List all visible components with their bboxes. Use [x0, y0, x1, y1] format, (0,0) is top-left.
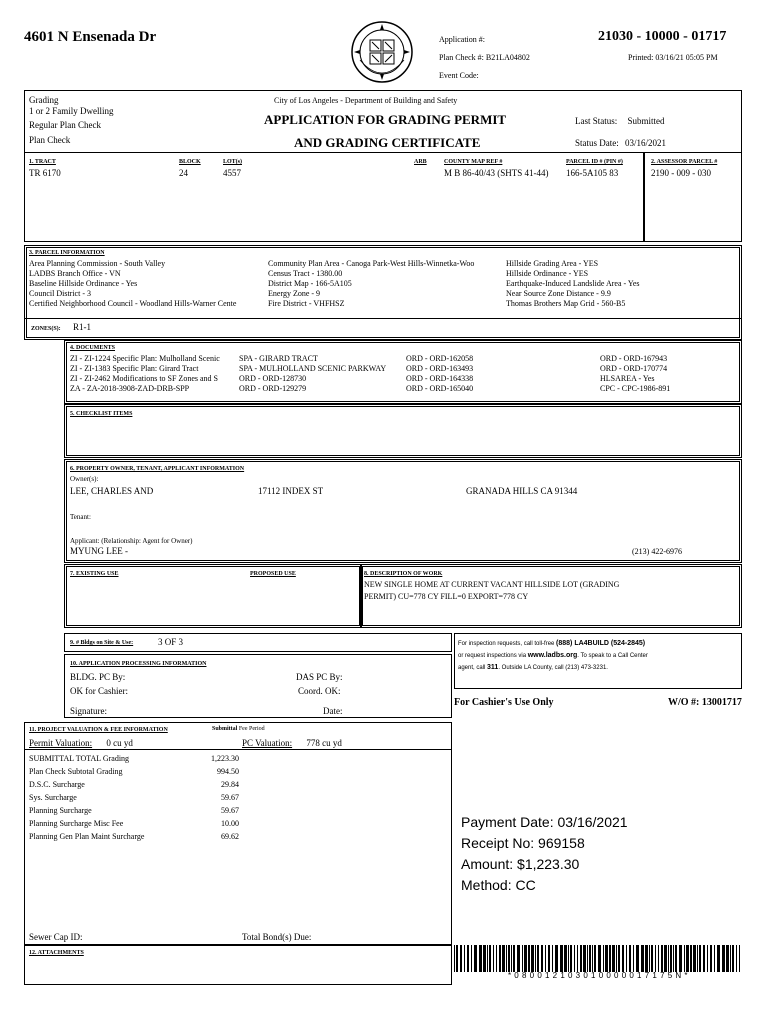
barcode-bar [726, 945, 729, 972]
permit-type-line: 1 or 2 Family Dwelling [29, 105, 114, 116]
coord-ok-label: Coord. OK: [298, 686, 341, 696]
checklist-label: 5. CHECKLIST ITEMS [70, 411, 133, 417]
inspection-text: . Outside LA County, call (213) 473-3231. [498, 665, 608, 671]
barcode-bar [684, 945, 685, 972]
barcode [454, 945, 742, 972]
fee-amount: 29.84 [221, 780, 239, 789]
payment-method: Method: CC [461, 877, 536, 893]
barcode-bar [524, 945, 527, 972]
table-row [29, 819, 239, 832]
barcode-bar [483, 945, 486, 972]
fee-name: Sys. Surcharge [29, 793, 77, 802]
block-value: 24 [179, 168, 188, 178]
document-item: ZI - ZI-1224 Specific Plan: Mulholland Scenic [70, 354, 220, 363]
barcode-bar [722, 945, 725, 972]
parcel-col1 [29, 259, 265, 309]
barcode-bar [616, 945, 617, 972]
last-status-value: Submitted [627, 116, 665, 126]
barcode-bar [651, 945, 653, 972]
parcel-item: Council District - 3 [29, 289, 91, 298]
barcode-bar [699, 945, 701, 972]
fees-label: 11. PROJECT VALUATION & FEE INFORMATION [29, 727, 168, 733]
owner-section-label: 6. PROPERTY OWNER, TENANT, APPLICANT INFORMATION [70, 466, 245, 472]
barcode-bar [479, 945, 482, 972]
barcode-bar [474, 945, 477, 972]
parcel-item: Energy Zone - 9 [268, 289, 321, 298]
barcode-bar [564, 945, 567, 972]
barcode-bar [673, 945, 674, 972]
barcode-bar [535, 945, 536, 972]
document-item: HLSAREA - Yes [600, 374, 655, 383]
document-item: ORD - ORD-162058 [406, 354, 474, 363]
document-item: ORD - ORD-170774 [600, 364, 668, 373]
fee-name: Plan Check Subtotal Grading [29, 767, 123, 776]
status-date-row [575, 138, 666, 149]
barcode-bar [568, 945, 569, 972]
document-item: ZI - ZI-1383 Specific Plan: Girard Tract [70, 364, 199, 373]
barcode-bar [690, 945, 692, 972]
document-item: SPA - MULHOLLAND SCENIC PARKWAY [239, 364, 387, 373]
parcel-item: Census Tract - 1380.00 [268, 269, 343, 278]
barcode-bar [703, 945, 705, 972]
barcode-bar [675, 945, 677, 972]
barcode-bar [598, 945, 601, 972]
pc-valuation-label: PC Valuation: [242, 738, 293, 748]
document-item: ZA - ZA-2018-3908-ZAD-DRB-SPP [70, 384, 190, 393]
barcode-bar [629, 945, 631, 972]
document-item: ORD - ORD-165040 [406, 384, 474, 393]
permit-type-line: Plan Check [29, 134, 71, 145]
receipt-number: Receipt No: 969158 [461, 835, 585, 851]
barcode-bar [736, 945, 737, 972]
permit-type-line: Grading [29, 95, 59, 105]
permit-type-lines [29, 95, 114, 145]
fee-name: SUBMITTAL TOTAL Grading [29, 754, 130, 763]
barcode-bar [506, 945, 507, 972]
barcode-bar [467, 945, 469, 972]
table-row [29, 780, 239, 793]
application-label: Application #: [439, 35, 485, 44]
date-label: Date: [323, 706, 343, 716]
barcode-bar [636, 945, 639, 972]
parcel-item: Thomas Brothers Map Grid - 560-B5 [506, 299, 626, 308]
bldgs-label: 9. # Bldgs on Site & Use: [70, 640, 134, 646]
barcode-bar [679, 945, 682, 972]
proposed-use-label: PROPOSED USE [250, 571, 296, 577]
arb-label: ARB [414, 159, 427, 165]
barcode-bar [670, 945, 672, 972]
applicant-label: Applicant: (Relationship: Agent for Owner) [70, 537, 193, 545]
checklist-section [64, 404, 742, 458]
barcode-bar [633, 945, 634, 972]
barcode-bar [645, 945, 648, 972]
table-row [29, 754, 239, 767]
barcode-bar [618, 945, 620, 972]
fee-name: D.S.C. Surcharge [29, 780, 85, 789]
fee-amount: 59.67 [221, 793, 239, 802]
barcode-bar [487, 945, 488, 972]
barcode-bar [513, 945, 515, 972]
county-map-label: COUNTY MAP REF # [444, 159, 503, 165]
das-pc-label: DAS PC By: [296, 672, 343, 682]
table-row [29, 767, 239, 780]
barcode-bar [658, 945, 659, 972]
barcode-bar [587, 945, 588, 972]
barcode-bar [693, 945, 696, 972]
document-item: SPA - GIRARD TRACT [239, 354, 318, 363]
pc-valuation [242, 738, 342, 749]
documents-label: 4. DOCUMENTS [70, 345, 116, 351]
barcode-bar [545, 945, 546, 972]
fee-name: Planning Gen Plan Maint Surcharge [29, 832, 145, 841]
tract-value: TR 6170 [29, 168, 61, 178]
inspection-website-link[interactable]: www.ladbs.org [527, 652, 578, 659]
barcode-bar [493, 945, 494, 972]
barcode-bar [707, 945, 708, 972]
cashier-label: For Cashier's Use Only [454, 697, 554, 708]
parcel-item: Community Plan Area - Canoga Park-West Hills-Winnetka-Woo [268, 259, 475, 268]
lot-label: LOT(s) [223, 159, 243, 165]
permit-type-line: Regular Plan Check [29, 120, 101, 130]
parcel-id-label: PARCEL ID # (PIN #) [566, 159, 623, 165]
barcode-bar [528, 945, 530, 972]
document-item: ORD - ORD-129279 [239, 384, 307, 393]
last-status-row [575, 116, 665, 127]
document-item: ZI - ZI-2462 Modifications to SF Zones and S [70, 374, 218, 383]
inspection-line [458, 638, 740, 650]
parcel-item: Area Planning Commission - South Valley [29, 259, 166, 268]
inspection-phone: (888) LA4BUILD (524-2845) [556, 640, 646, 647]
barcode-bar [714, 945, 715, 972]
barcode-bar [574, 945, 575, 972]
document-item: CPC - CPC-1986-891 [600, 384, 671, 393]
documents-col3 [406, 354, 596, 394]
barcode-bar [649, 945, 650, 972]
barcode-bar [686, 945, 689, 972]
divider [24, 318, 742, 319]
payment-amount: Amount: $1,223.30 [461, 856, 580, 872]
fee-period-rest: Fee Period [238, 726, 265, 732]
fee-name: Planning Surcharge Misc Fee [29, 819, 124, 828]
divider [643, 152, 645, 242]
ok-cashier-label: OK for Cashier: [70, 686, 128, 696]
parcel-item: LADBS Branch Office - VN [29, 269, 121, 278]
fee-period-bold: Submittal [212, 726, 238, 732]
parcel-item: Near Source Zone Distance - 9.9 [506, 289, 611, 298]
barcode-bar [730, 945, 731, 972]
fee-name: Planning Surcharge [29, 806, 92, 815]
barcode-bar [739, 945, 740, 972]
barcode-bar [496, 945, 497, 972]
existing-use-label: 7. EXISTING USE [70, 571, 119, 577]
owner-street: 17112 INDEX ST [258, 486, 324, 496]
table-row [29, 832, 239, 845]
total-bonds-label: Total Bond(s) Due: [242, 932, 312, 942]
plan-check-label: Plan Check #: [439, 53, 484, 62]
owner-city: GRANADA HILLS CA 91344 [466, 486, 578, 496]
lot-value: 4557 [223, 168, 241, 178]
barcode-bar [502, 945, 505, 972]
assessor-value: 2190 - 009 - 030 [651, 168, 711, 178]
fee-amount: 994.50 [217, 767, 239, 776]
table-row [29, 793, 239, 806]
barcode-bar [612, 945, 615, 972]
inspection-text: For inspection requests, call toll-free [458, 641, 557, 647]
barcode-bar [460, 945, 462, 972]
zones-value: R1-1 [73, 322, 91, 332]
owner-label: Owner(s): [70, 475, 99, 483]
description-text [364, 580, 738, 602]
parcel-item: Certified Neighborhood Council - Woodland Hills-Warner Cente [29, 299, 237, 308]
parcel-item: Hillside Grading Area - YES [506, 259, 599, 268]
divider [24, 152, 742, 153]
barcode-bar [511, 945, 512, 972]
barcode-bar [541, 945, 543, 972]
documents-col1 [70, 354, 238, 394]
signature-label: Signature: [70, 706, 107, 716]
permit-valuation-label: Permit Valuation: [29, 738, 93, 748]
barcode-bar [577, 945, 578, 972]
parcel-id-value: 166-5A105 83 [566, 168, 619, 178]
sewer-cap-label: Sewer Cap ID: [29, 932, 83, 942]
block-label: BLOCK [179, 159, 201, 165]
barcode-bar [717, 945, 720, 972]
parcel-info-label: 3. PARCEL INFORMATION [29, 250, 105, 256]
document-item: ORD - ORD-128730 [239, 374, 307, 383]
barcode-bar [454, 945, 455, 972]
status-date-label: Status Date: [575, 138, 619, 148]
bldgs-value: 3 OF 3 [158, 637, 184, 647]
applicant-phone: (213) 422-6976 [632, 547, 682, 556]
document-item: ORD - ORD-164338 [406, 374, 474, 383]
site-address: 4601 N Ensenada Dr [24, 29, 157, 45]
payment-date: Payment Date: 03/16/2021 [461, 814, 628, 830]
tract-label: 1. TRACT [29, 159, 56, 165]
inspection-text: agent, call [458, 665, 488, 671]
form-title-line2: AND GRADING CERTIFICATE [294, 135, 481, 150]
description-label: 8. DESCRIPTION OF WORK [364, 571, 443, 577]
permit-valuation-value: 0 cu yd [106, 738, 133, 748]
plan-check-row [439, 53, 530, 63]
printed-timestamp: Printed: 03/16/21 05:05 PM [628, 53, 718, 62]
inspection-311: 311 [487, 664, 499, 671]
status-date-value: 03/16/2021 [625, 138, 667, 148]
documents-col4 [600, 354, 738, 394]
processing-label: 10. APPLICATION PROCESSING INFORMATION [70, 661, 207, 667]
barcode-bar [603, 945, 604, 972]
barcode-bar [517, 945, 520, 972]
fee-amount: 10.00 [221, 819, 239, 828]
parcel-col2 [268, 259, 504, 309]
table-row [29, 806, 239, 819]
barcode-bar [552, 945, 553, 972]
barcode-bar [609, 945, 611, 972]
parcel-col3 [506, 259, 738, 309]
fee-amount: 59.67 [221, 806, 239, 815]
barcode-bar [668, 945, 669, 972]
plan-check-number: B21LA04802 [485, 53, 530, 62]
barcode-bar [622, 945, 624, 972]
barcode-bar [570, 945, 572, 972]
fee-period [212, 726, 265, 732]
description-line: NEW SINGLE HOME AT CURRENT VACANT HILLSIDE LOT (GRADING [364, 580, 620, 589]
permit-valuation [29, 738, 133, 749]
parcel-item: Baseline Hillside Ordinance - Yes [29, 279, 138, 288]
barcode-bar [605, 945, 608, 972]
city-seal-icon [350, 20, 414, 84]
owner-name: LEE, CHARLES AND [70, 486, 154, 496]
document-item: ORD - ORD-167943 [600, 354, 668, 363]
barcode-bar [583, 945, 586, 972]
form-title-line1: APPLICATION FOR GRADING PERMIT [264, 112, 507, 127]
inspection-text: . To speak to a Call Center [577, 653, 648, 659]
attachments-section [24, 945, 452, 985]
barcode-bar [531, 945, 534, 972]
barcode-bar [522, 945, 523, 972]
barcode-bar [592, 945, 593, 972]
tenant-label: Tenant: [70, 513, 91, 521]
barcode-bar [626, 945, 627, 972]
barcode-bar [456, 945, 458, 972]
applicant-name: MYUNG LEE - [70, 546, 128, 556]
parcel-item: Earthquake-Induced Landslide Area - Yes [506, 279, 640, 288]
county-map-value: M B 86-40/43 (SHTS 41-44) [444, 168, 549, 178]
parcel-item: Fire District - VHFHSZ [268, 299, 345, 308]
barcode-bar [641, 945, 644, 972]
barcode-bar [664, 945, 667, 972]
barcode-bar [655, 945, 656, 972]
parcel-item: District Map - 166-5A105 [268, 279, 352, 288]
inspection-line [458, 662, 740, 674]
application-number: 21030 - 10000 - 01717 [598, 29, 727, 44]
inspection-line [458, 650, 740, 662]
barcode-bar [732, 945, 734, 972]
pc-valuation-value: 778 cu yd [306, 738, 342, 748]
barcode-bar [589, 945, 591, 972]
fee-amount: 69.62 [221, 832, 239, 841]
barcode-bar [471, 945, 472, 972]
barcode-bar [560, 945, 563, 972]
document-item: ORD - ORD-163493 [406, 364, 474, 373]
divider [24, 749, 452, 750]
documents-col2 [239, 354, 405, 394]
parcel-item: Hillside Ordinance - YES [506, 269, 589, 278]
zones-label: ZONES(S): [31, 326, 61, 332]
barcode-bar [548, 945, 550, 972]
barcode-bar [499, 945, 501, 972]
barcode-bar [580, 945, 582, 972]
payment-info [461, 812, 628, 896]
event-code-label: Event Code: [439, 71, 479, 80]
barcode-bar [555, 945, 558, 972]
assessor-label: 2. ASSESSOR PARCEL # [651, 159, 718, 165]
barcode-bar [537, 945, 539, 972]
fee-table [29, 754, 239, 845]
barcode-bar [508, 945, 510, 972]
barcode-bar [697, 945, 698, 972]
barcode-bar [661, 945, 663, 972]
last-status-label: Last Status: [575, 116, 618, 126]
inspection-info [458, 638, 740, 674]
barcode-bar [489, 945, 491, 972]
bldg-pc-label: BLDG. PC By: [70, 672, 126, 682]
work-order-number: W/O #: 13001717 [668, 697, 742, 708]
description-line: PERMIT) CU=778 CY FILL=0 EXPORT=778 CY [364, 592, 529, 601]
barcode-text: * 0 8 0 0 1 2 1 0 3 0 1 0 0 0 0 0 1 7 1 7 5 N * [507, 971, 689, 980]
fee-amount: 1,223.30 [211, 754, 239, 763]
barcode-bar [594, 945, 596, 972]
department-name: City of Los Angeles - Department of Building and Safety [274, 96, 458, 105]
barcode-bar [464, 945, 465, 972]
attachments-label: 12. ATTACHMENTS [29, 950, 84, 956]
inspection-text: or request inspections via [458, 653, 528, 659]
barcode-bar [710, 945, 712, 972]
